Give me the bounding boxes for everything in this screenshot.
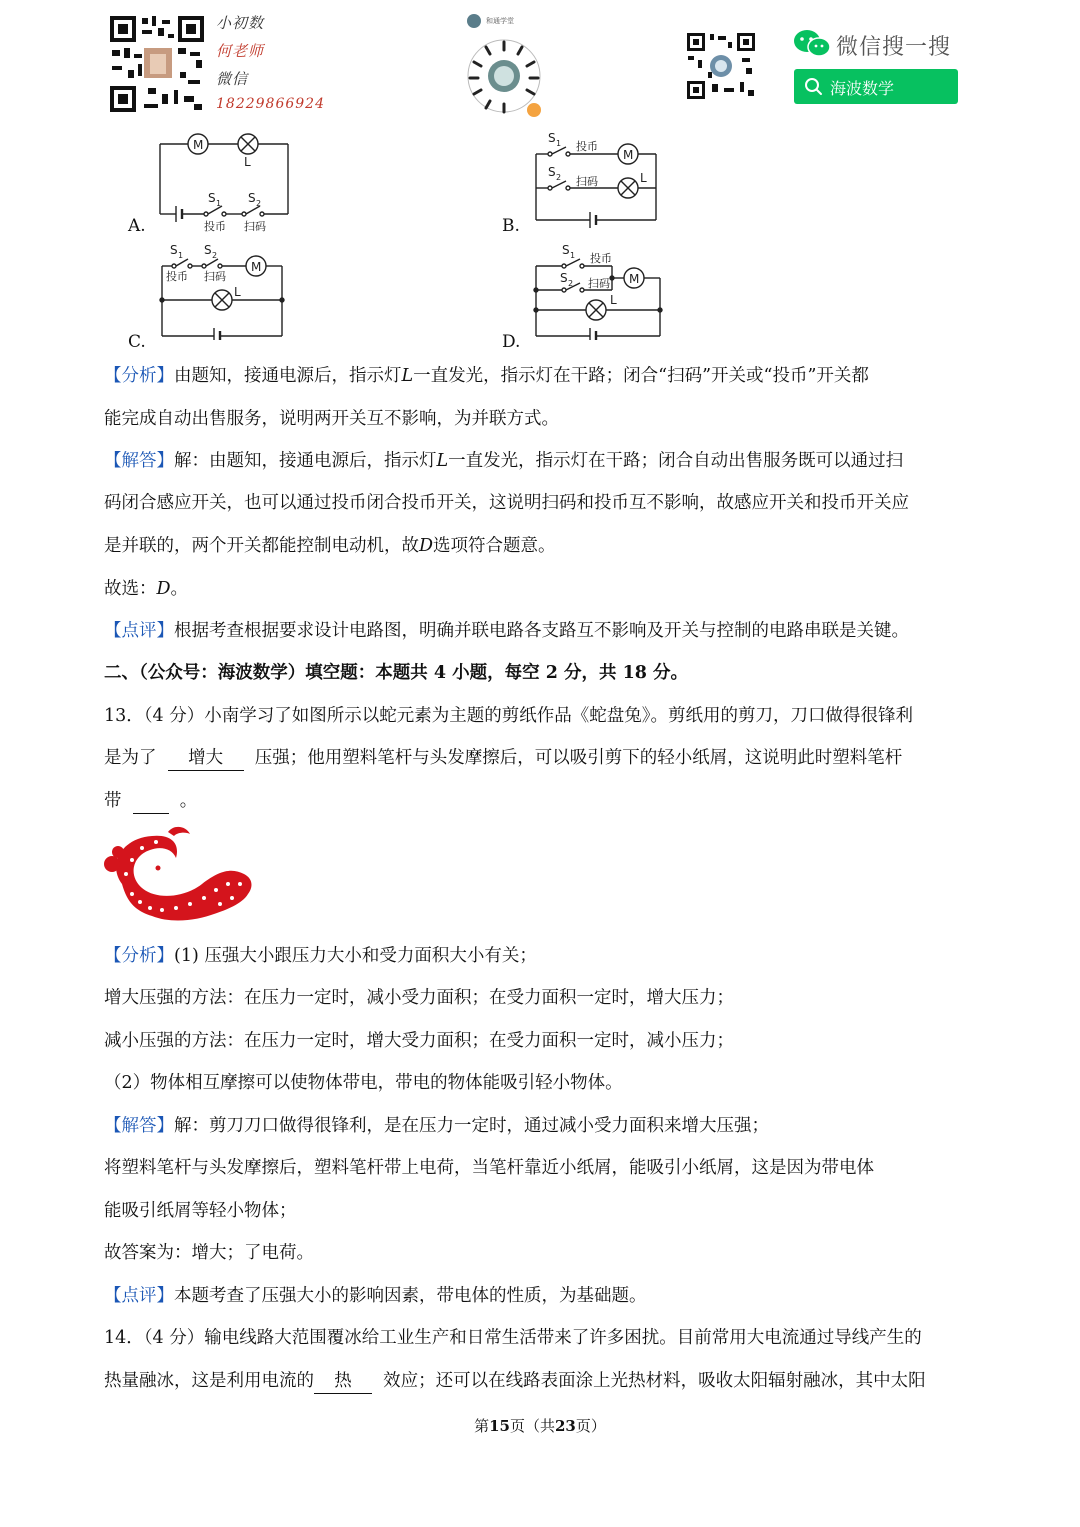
svg-text:M: M xyxy=(251,260,262,274)
wechat-icon xyxy=(792,28,832,58)
q14-blank-1: 热 xyxy=(314,1369,372,1394)
comment-tag: 【点评】 xyxy=(104,621,174,641)
option-label-c: C. xyxy=(128,332,146,352)
s1-sub: 1 xyxy=(216,199,222,208)
svg-text:1: 1 xyxy=(556,139,562,148)
handwritten-line-1: 小初数 xyxy=(216,14,265,32)
svg-text:S: S xyxy=(548,165,556,179)
svg-text:L: L xyxy=(610,293,617,307)
handwritten-line-4: 18229866924 xyxy=(216,96,325,112)
q13-answer-line-4: 故答案为：增大；了电荷。 xyxy=(104,1243,314,1263)
q13-answer-line-2: 将塑料笔杆与头发摩擦后，塑料笔杆带上电荷，当笔杆靠近小纸屑，能吸引小纸屑，这是因为带电体 xyxy=(104,1158,874,1178)
s2-sub: 2 xyxy=(256,199,262,208)
answer-tag: 【解答】 xyxy=(104,451,174,471)
circuit-diagram-d xyxy=(532,240,672,340)
mini-badge-text: 和通学堂 xyxy=(486,17,514,25)
circuit-diagram-b xyxy=(532,128,662,238)
q12-comment: 【点评】根据考查根据要求设计电路图，明确并联电路各支路互不影响及开关与控制的电路串联是关键。 xyxy=(104,621,909,641)
svg-text:1: 1 xyxy=(178,251,184,260)
search-query-text: 海波数学 xyxy=(830,79,895,98)
q13-analysis-line-1: 【分析】(1) 压强大小跟压力大小和受力面积大小有关； xyxy=(104,946,537,966)
wechat-search-box[interactable] xyxy=(794,69,958,104)
q12-answer-line-1: 【解答】解：由题知，接通电源后，指示灯L一直发光，指示灯在干路；闭合自动出售服务既可以通过扫 xyxy=(104,451,904,471)
section-2-heading: 二、（公众号：海波数学）填空题：本题共 4 小题，每空 2 分，共 18 分。 xyxy=(104,663,689,683)
svg-text:2: 2 xyxy=(568,279,574,288)
svg-text:S: S xyxy=(548,131,556,145)
page-footer: 第15页（共23页） xyxy=(474,1417,606,1435)
q13-comment: 【点评】本题考查了压强大小的影响因素，带电体的性质，为基础题。 xyxy=(104,1286,647,1306)
q12-choose: 故选：D。 xyxy=(104,579,189,599)
svg-text:2: 2 xyxy=(212,251,218,260)
lamp-label: L xyxy=(244,155,251,169)
header-mini-program-code xyxy=(462,12,546,120)
q13-line-1: 13．（4 分）小南学习了如图所示以蛇元素为主题的剪纸作品《蛇盘兔》。剪纸用的剪刀，刀口做得很锋利 xyxy=(104,706,913,726)
svg-text:投币: 投币 xyxy=(576,140,598,153)
svg-text:1: 1 xyxy=(570,251,576,260)
s1-label: S xyxy=(208,191,216,205)
svg-text:S: S xyxy=(560,271,568,285)
svg-text:扫码: 扫码 xyxy=(204,270,226,283)
s2-label: S xyxy=(248,191,256,205)
svg-text:S: S xyxy=(562,243,570,257)
svg-text:S: S xyxy=(204,243,212,257)
q12-analysis-line-1: 【分析】由题知，接通电源后，指示灯L一直发光，指示灯在干路；闭合“扫码”开关或“投币”开关都 xyxy=(104,366,869,386)
handwritten-line-3: 微信 xyxy=(216,70,249,88)
search-icon xyxy=(804,77,824,97)
svg-text:扫码: 扫码 xyxy=(588,277,610,290)
q13-analysis-line-3: 减小压强的方法：在压力一定时，增大受力面积；在受力面积一定时，减小压力； xyxy=(104,1031,734,1051)
page-total: 23 xyxy=(555,1417,576,1435)
svg-text:M: M xyxy=(629,272,640,286)
svg-text:投币: 投币 xyxy=(166,270,188,283)
header-handwritten xyxy=(216,12,326,120)
page-number: 15 xyxy=(489,1417,510,1435)
search-brand-text: 微信搜一搜 xyxy=(836,35,952,60)
svg-text:扫码: 扫码 xyxy=(576,175,598,188)
q12-answer-line-2: 码闭合感应开关，也可以通过投币闭合投币开关，这说明扫码和投币互不影响，故感应开关和投币开关应 xyxy=(104,493,909,513)
q13-answer-line-1: 【解答】解：剪刀刀口做得很锋利，是在压力一定时，通过减小受力面积来增大压强； xyxy=(104,1116,769,1136)
header-qr-right xyxy=(686,32,756,100)
svg-text:2: 2 xyxy=(556,173,562,182)
q13-blank-1: 增大 xyxy=(168,746,244,771)
svg-text:M: M xyxy=(623,148,634,162)
svg-text:L: L xyxy=(640,171,647,185)
q13-line-2: 是为了 增大 压强；他用塑料笔杆与头发摩擦后，可以吸引剪下的轻小纸屑，这说明此时塑料笔杆 xyxy=(104,746,902,771)
q14-line-2: 热量融冰，这是利用电流的 热 效应；还可以在线路表面涂上光热材料，吸收太阳辐射融冰，其中太阳 xyxy=(104,1369,926,1394)
svg-text:投币: 投币 xyxy=(590,252,612,265)
svg-text:L: L xyxy=(234,285,241,299)
q13-blank-2 xyxy=(133,789,169,814)
q13-line-3: 带 。 xyxy=(104,789,197,814)
wechat-search-brand xyxy=(792,28,962,62)
svg-text:S: S xyxy=(170,243,178,257)
motor-label: M xyxy=(193,138,204,152)
option-label-d: D. xyxy=(502,332,521,352)
papercut-snake-rabbit-image xyxy=(102,824,256,928)
option-label-a: A. xyxy=(128,216,146,236)
q13-answer-line-3: 能吸引纸屑等轻小物体； xyxy=(104,1201,297,1221)
q12-analysis-line-2: 能完成自动出售服务，说明两开关互不影响，为并联方式。 xyxy=(104,409,559,429)
q13-analysis-line-2: 增大压强的方法：在压力一定时，减小受力面积；在受力面积一定时，增大压力； xyxy=(104,988,734,1008)
q14-line-1: 14．（4 分）输电线路大范围覆冰给工业生产和日常生活带来了许多困扰。目前常用大电流通过导线产生的 xyxy=(104,1328,922,1348)
handwritten-line-2: 何老师 xyxy=(216,42,265,60)
analysis-tag: 【分析】 xyxy=(104,366,174,386)
circuit-diagram-a xyxy=(156,128,296,238)
circuit-diagram-c xyxy=(156,240,286,340)
q13-analysis-line-4: （2）物体相互摩擦可以使物体带电，带电的物体能吸引轻小物体。 xyxy=(104,1073,623,1093)
scan-label: 扫码 xyxy=(244,220,266,233)
coin-label: 投币 xyxy=(204,220,226,233)
q12-answer-line-3: 是并联的，两个开关都能控制电动机，故D选项符合题意。 xyxy=(104,536,556,556)
option-label-b: B. xyxy=(502,216,520,236)
header-qr-left xyxy=(108,14,206,114)
